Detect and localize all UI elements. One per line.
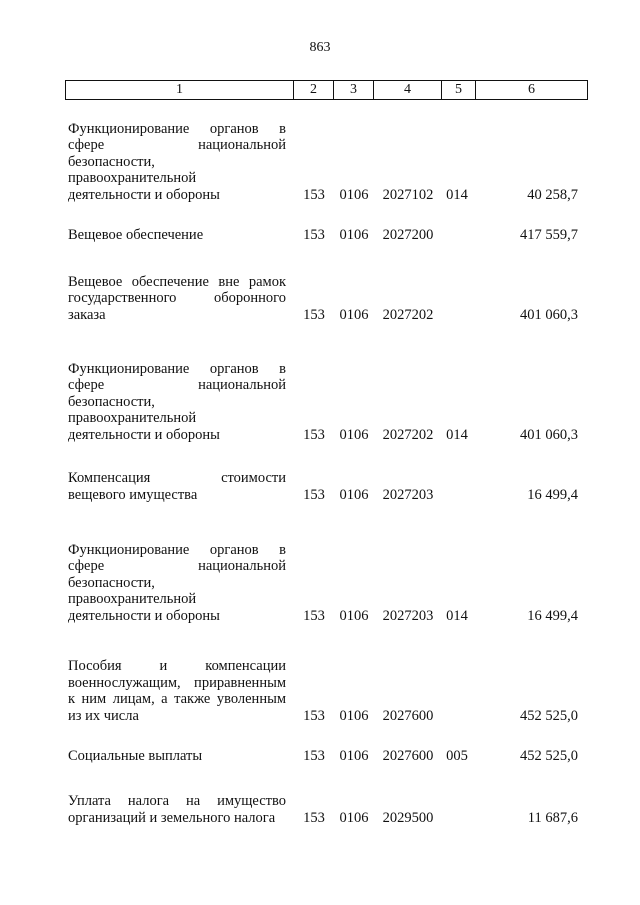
target-article-code: 2027202 bbox=[382, 306, 434, 323]
row-description bbox=[68, 470, 286, 503]
chapter-code: 153 bbox=[303, 809, 325, 826]
row-description bbox=[68, 658, 286, 724]
amount: 401 060,3 bbox=[520, 306, 578, 323]
description-line: сфере национальной bbox=[68, 558, 286, 574]
description-line: из их числа bbox=[68, 707, 139, 724]
section-code: 0106 bbox=[339, 306, 369, 323]
expense-type-code: 005 bbox=[446, 747, 468, 764]
description-line: вещевого имущества bbox=[68, 486, 198, 503]
description-line: правоохранительной bbox=[68, 170, 197, 186]
row-description bbox=[68, 748, 286, 765]
column-header-4: 4 bbox=[374, 81, 442, 100]
expense-type-code: 014 bbox=[446, 426, 468, 443]
column-header-5: 5 bbox=[442, 81, 476, 100]
section-code: 0106 bbox=[339, 607, 369, 624]
column-header-3: 3 bbox=[334, 81, 374, 100]
section-code: 0106 bbox=[339, 226, 369, 243]
description-line: правоохранительной bbox=[68, 410, 197, 426]
description-line: Компенсация стоимости bbox=[68, 470, 286, 486]
amount: 40 258,7 bbox=[527, 186, 578, 203]
page-number: 863 bbox=[309, 40, 331, 55]
section-code: 0106 bbox=[339, 747, 369, 764]
description-line: к ним лицам, а также уволенным bbox=[68, 691, 286, 707]
description-line: деятельности и обороны bbox=[68, 186, 220, 203]
amount: 452 525,0 bbox=[520, 707, 578, 724]
section-code: 0106 bbox=[339, 486, 369, 503]
column-header-6: 6 bbox=[476, 81, 588, 100]
description-line: Уплата налога на имущество bbox=[68, 793, 286, 809]
expense-type-code: 014 bbox=[446, 607, 468, 624]
description-line: военнослужащим, приравненным bbox=[68, 674, 286, 691]
row-description bbox=[68, 274, 286, 324]
amount: 401 060,3 bbox=[520, 426, 578, 443]
chapter-code: 153 bbox=[303, 607, 325, 624]
target-article-code: 2027203 bbox=[382, 486, 434, 503]
table-row bbox=[0, 658, 640, 724]
column-header-1: 1 bbox=[66, 81, 294, 100]
amount: 417 559,7 bbox=[520, 226, 578, 243]
target-article-code: 2029500 bbox=[382, 809, 434, 826]
section-code: 0106 bbox=[339, 426, 369, 443]
description-line: сфере национальной bbox=[68, 137, 286, 153]
description-line: Вещевое обеспечение вне рамок bbox=[68, 273, 286, 290]
amount: 452 525,0 bbox=[520, 747, 578, 764]
row-description bbox=[68, 361, 286, 444]
description-line: Функционирование органов в bbox=[68, 120, 286, 137]
table-row bbox=[0, 121, 640, 204]
chapter-code: 153 bbox=[303, 186, 325, 203]
section-code: 0106 bbox=[339, 707, 369, 724]
description-line: организаций и земельного налога bbox=[68, 809, 276, 826]
description-line: безопасности, bbox=[68, 393, 155, 410]
description-line: деятельности и обороны bbox=[68, 426, 220, 443]
row-description bbox=[68, 121, 286, 204]
description-line: Пособия и компенсации bbox=[68, 658, 286, 674]
amount: 16 499,4 bbox=[527, 607, 578, 624]
target-article-code: 2027600 bbox=[382, 707, 434, 724]
description-line: безопасности, bbox=[68, 574, 155, 591]
description-line: сфере национальной bbox=[68, 377, 286, 393]
chapter-code: 153 bbox=[303, 306, 325, 323]
table-row bbox=[0, 274, 640, 324]
chapter-code: 153 bbox=[303, 486, 325, 503]
table-row bbox=[0, 793, 640, 826]
table-row bbox=[0, 542, 640, 625]
chapter-code: 153 bbox=[303, 707, 325, 724]
target-article-code: 2027203 bbox=[382, 607, 434, 624]
table-row bbox=[0, 361, 640, 444]
table-row bbox=[0, 748, 640, 765]
description-line: правоохранительной bbox=[68, 591, 197, 607]
row-description bbox=[68, 227, 286, 244]
table-row bbox=[0, 470, 640, 503]
description-line: заказа bbox=[68, 306, 106, 323]
expense-type-code: 014 bbox=[446, 186, 468, 203]
description-line: безопасности, bbox=[68, 153, 155, 170]
row-description bbox=[68, 542, 286, 625]
table-row bbox=[0, 227, 640, 244]
description-line: государственного оборонного bbox=[68, 290, 286, 306]
target-article-code: 2027600 bbox=[382, 747, 434, 764]
description-line: Функционирование органов в bbox=[68, 541, 286, 558]
section-code: 0106 bbox=[339, 186, 369, 203]
amount: 16 499,4 bbox=[527, 486, 578, 503]
row-description bbox=[68, 793, 286, 826]
target-article-code: 2027202 bbox=[382, 426, 434, 443]
amount: 11 687,6 bbox=[527, 809, 578, 826]
description-line: Социальные выплаты bbox=[68, 747, 203, 764]
chapter-code: 153 bbox=[303, 426, 325, 443]
column-header-2: 2 bbox=[294, 81, 334, 100]
description-line: Функционирование органов в bbox=[68, 360, 286, 377]
description-line: Вещевое обеспечение bbox=[68, 226, 204, 243]
description-line: деятельности и обороны bbox=[68, 607, 220, 624]
target-article-code: 2027200 bbox=[382, 226, 434, 243]
chapter-code: 153 bbox=[303, 747, 325, 764]
section-code: 0106 bbox=[339, 809, 369, 826]
target-article-code: 2027102 bbox=[382, 186, 434, 203]
chapter-code: 153 bbox=[303, 226, 325, 243]
